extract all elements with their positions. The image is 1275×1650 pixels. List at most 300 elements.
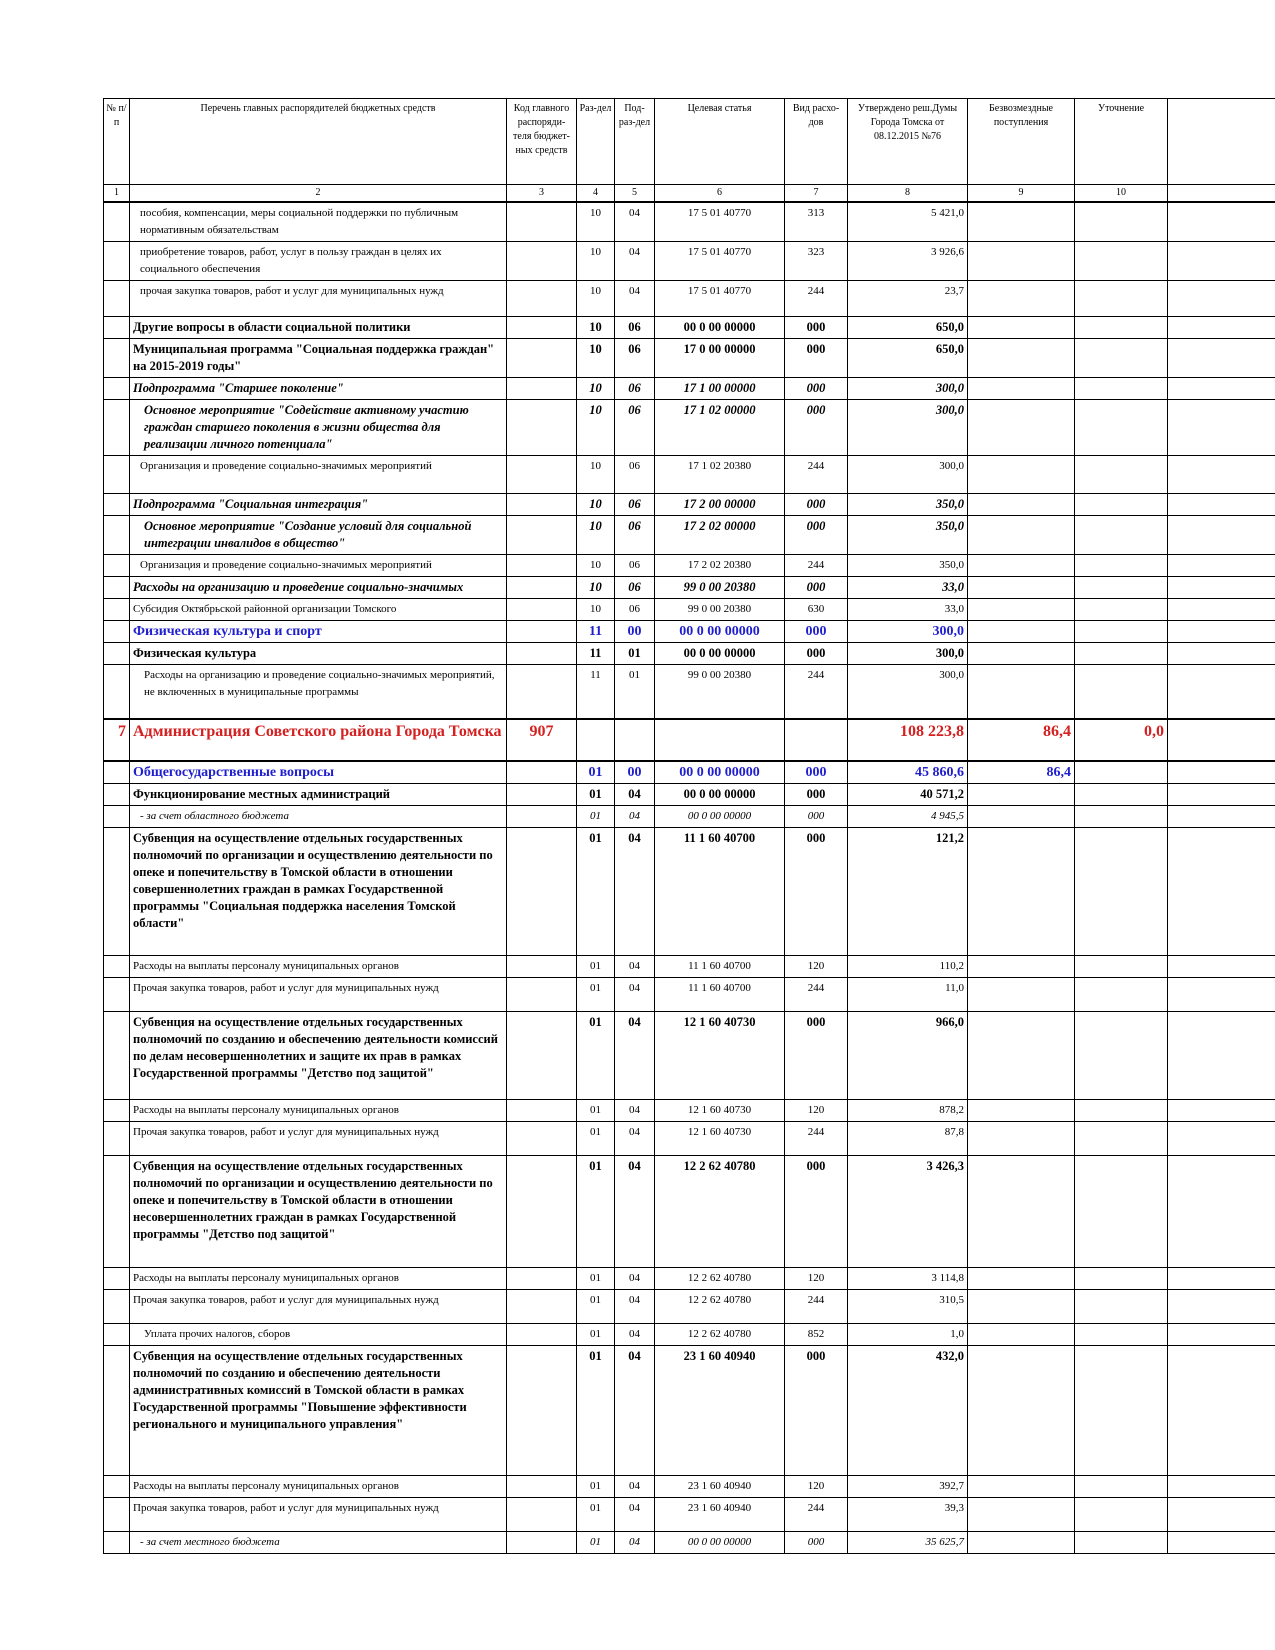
cell-vr: 000	[785, 783, 848, 805]
cell-u	[1075, 827, 1168, 955]
cell-extra	[1168, 242, 1275, 281]
cell-sum: 878,2	[848, 1099, 968, 1121]
cell-rz: 10	[577, 281, 615, 317]
cell-name: Субвенция на осуществление отдельных государственных полномочий по созданию и обеспечению деятельности комиссий по делам несовершеннолетних и защите их прав в рамках Государственной программы "Детство под защитой"	[130, 1011, 507, 1099]
cell-extra	[1168, 1497, 1275, 1531]
cell-u	[1075, 805, 1168, 827]
cell-rz: 01	[577, 1475, 615, 1497]
cell-pr: 06	[615, 555, 655, 577]
table-row	[104, 516, 1275, 555]
cell-g	[968, 400, 1075, 456]
cell-g	[968, 805, 1075, 827]
cell-name: Администрация Советского района Города Томска	[130, 719, 507, 761]
table-row	[104, 783, 1275, 805]
cell-no	[104, 621, 130, 643]
cell-cs: 00 0 00 00000	[655, 761, 785, 784]
cell-g	[968, 783, 1075, 805]
table-row	[104, 827, 1275, 955]
cell-u	[1075, 1323, 1168, 1345]
cell-extra	[1168, 1345, 1275, 1475]
cell-u	[1075, 1267, 1168, 1289]
cell-rz: 01	[577, 805, 615, 827]
cell-vr: 630	[785, 599, 848, 621]
cell-name: Субвенция на осуществление отдельных государственных полномочий по организации и осуществлению деятельности по опеке и попечительству в Томской области в отношении несовершеннолетних граждан в рамках Государственной программы "Детство под защитой"	[130, 1155, 507, 1267]
cell-pr: 04	[615, 955, 655, 977]
cell-extra	[1168, 400, 1275, 456]
cell-u	[1075, 783, 1168, 805]
cell-code	[507, 1531, 577, 1553]
header-section: Раз-дел	[577, 99, 615, 185]
cell-sum: 33,0	[848, 577, 968, 599]
table-row	[104, 1267, 1275, 1289]
cell-no	[104, 783, 130, 805]
cell-code	[507, 1155, 577, 1267]
table-body	[104, 202, 1275, 1553]
cell-pr: 04	[615, 281, 655, 317]
cell-no	[104, 1323, 130, 1345]
col-num: 4	[577, 185, 615, 203]
cell-extra	[1168, 1475, 1275, 1497]
cell-pr: 04	[615, 202, 655, 242]
cell-extra	[1168, 977, 1275, 1011]
cell-vr: 000	[785, 1345, 848, 1475]
cell-u	[1075, 516, 1168, 555]
cell-rz: 01	[577, 1099, 615, 1121]
header-row	[104, 99, 1275, 185]
cell-extra	[1168, 761, 1275, 784]
cell-sum: 350,0	[848, 494, 968, 516]
cell-g	[968, 1267, 1075, 1289]
budget-table-sheet	[103, 98, 1275, 1554]
cell-extra	[1168, 783, 1275, 805]
cell-extra	[1168, 555, 1275, 577]
cell-name: Расходы на организацию и проведение социально-значимых мероприятий, не включенных в муниципальные программы	[130, 665, 507, 719]
cell-u	[1075, 761, 1168, 784]
cell-sum: 300,0	[848, 400, 968, 456]
cell-name: приобретение товаров, работ, услуг в пользу граждан в целях их социального обеспечения	[130, 242, 507, 281]
cell-u	[1075, 339, 1168, 378]
cell-sum: 350,0	[848, 555, 968, 577]
cell-cs: 23 1 60 40940	[655, 1497, 785, 1531]
cell-sum: 300,0	[848, 378, 968, 400]
cell-extra	[1168, 1099, 1275, 1121]
cell-vr: 244	[785, 456, 848, 494]
cell-g	[968, 827, 1075, 955]
cell-vr: 852	[785, 1323, 848, 1345]
table-row	[104, 665, 1275, 719]
cell-name: Расходы на выплаты персоналу муниципальных органов	[130, 1475, 507, 1497]
table-row	[104, 1475, 1275, 1497]
cell-sum: 300,0	[848, 643, 968, 665]
cell-vr: 244	[785, 1497, 848, 1531]
cell-no	[104, 281, 130, 317]
cell-rz	[577, 719, 615, 761]
header-approved: Утверждено реш.Думы Города Томска от 08.12.2015 №76	[848, 99, 968, 185]
cell-g	[968, 599, 1075, 621]
cell-rz: 01	[577, 1267, 615, 1289]
cell-extra	[1168, 665, 1275, 719]
table-row	[104, 621, 1275, 643]
cell-no	[104, 977, 130, 1011]
cell-name: Физическая культура и спорт	[130, 621, 507, 643]
cell-name: Основное мероприятие "Создание условий для социальной интеграции инвалидов в общество"	[130, 516, 507, 555]
header-subsection: Под-раз-дел	[615, 99, 655, 185]
cell-pr: 06	[615, 456, 655, 494]
cell-sum: 650,0	[848, 317, 968, 339]
cell-code	[507, 339, 577, 378]
table-row	[104, 805, 1275, 827]
cell-pr: 04	[615, 1011, 655, 1099]
cell-g	[968, 1475, 1075, 1497]
cell-pr: 00	[615, 761, 655, 784]
cell-no	[104, 955, 130, 977]
cell-vr: 000	[785, 761, 848, 784]
cell-pr: 04	[615, 1121, 655, 1155]
cell-sum: 3 926,6	[848, 242, 968, 281]
cell-g	[968, 456, 1075, 494]
cell-cs: 00 0 00 00000	[655, 621, 785, 643]
cell-vr: 120	[785, 1475, 848, 1497]
table-row	[104, 643, 1275, 665]
cell-u	[1075, 577, 1168, 599]
cell-code	[507, 805, 577, 827]
cell-pr: 06	[615, 494, 655, 516]
table-row	[104, 317, 1275, 339]
cell-vr: 120	[785, 1267, 848, 1289]
cell-pr: 04	[615, 827, 655, 955]
cell-code	[507, 599, 577, 621]
col-num: 2	[130, 185, 507, 203]
cell-code	[507, 665, 577, 719]
cell-extra	[1168, 339, 1275, 378]
cell-code	[507, 977, 577, 1011]
cell-pr: 00	[615, 621, 655, 643]
cell-sum: 35 625,7	[848, 1531, 968, 1553]
cell-name: прочая закупка товаров, работ и услуг для муниципальных нужд	[130, 281, 507, 317]
cell-pr: 04	[615, 1267, 655, 1289]
cell-cs: 23 1 60 40940	[655, 1475, 785, 1497]
cell-cs: 11 1 60 40700	[655, 955, 785, 977]
cell-u	[1075, 317, 1168, 339]
table-row	[104, 1323, 1275, 1345]
cell-pr: 06	[615, 339, 655, 378]
cell-rz: 11	[577, 643, 615, 665]
cell-name: Расходы на выплаты персоналу муниципальных органов	[130, 955, 507, 977]
cell-extra	[1168, 456, 1275, 494]
cell-extra	[1168, 494, 1275, 516]
cell-pr: 04	[615, 783, 655, 805]
table-row	[104, 202, 1275, 242]
cell-cs: 99 0 00 20380	[655, 665, 785, 719]
cell-name: Общегосударственные вопросы	[130, 761, 507, 784]
header-target: Целевая статья	[655, 99, 785, 185]
table-row	[104, 955, 1275, 977]
cell-cs: 12 2 62 40780	[655, 1267, 785, 1289]
cell-u	[1075, 378, 1168, 400]
col-num: 6	[655, 185, 785, 203]
table-row	[104, 281, 1275, 317]
cell-code	[507, 281, 577, 317]
table-row	[104, 1011, 1275, 1099]
cell-cs: 12 2 62 40780	[655, 1289, 785, 1323]
cell-u	[1075, 242, 1168, 281]
column-numbers-row	[104, 185, 1275, 203]
cell-extra	[1168, 1267, 1275, 1289]
cell-g	[968, 202, 1075, 242]
cell-g	[968, 494, 1075, 516]
cell-sum: 3 114,8	[848, 1267, 968, 1289]
col-num-extra	[1168, 185, 1275, 203]
cell-extra	[1168, 643, 1275, 665]
cell-cs: 17 5 01 40770	[655, 202, 785, 242]
cell-vr: 244	[785, 665, 848, 719]
table-row	[104, 1531, 1275, 1553]
cell-rz: 01	[577, 1531, 615, 1553]
cell-no	[104, 1011, 130, 1099]
cell-g	[968, 516, 1075, 555]
col-num: 3	[507, 185, 577, 203]
cell-u	[1075, 494, 1168, 516]
cell-g: 86,4	[968, 761, 1075, 784]
cell-no	[104, 555, 130, 577]
cell-no	[104, 456, 130, 494]
cell-rz: 10	[577, 202, 615, 242]
cell-cs: 17 5 01 40770	[655, 281, 785, 317]
cell-name: Прочая закупка товаров, работ и услуг для муниципальных нужд	[130, 1497, 507, 1531]
cell-g	[968, 1289, 1075, 1323]
cell-sum: 300,0	[848, 621, 968, 643]
table-row	[104, 339, 1275, 378]
cell-g	[968, 281, 1075, 317]
cell-no	[104, 242, 130, 281]
budget-table	[103, 98, 1275, 1554]
cell-no	[104, 516, 130, 555]
cell-u	[1075, 621, 1168, 643]
table-row	[104, 456, 1275, 494]
cell-no	[104, 1155, 130, 1267]
cell-rz: 10	[577, 516, 615, 555]
cell-cs: 11 1 60 40700	[655, 977, 785, 1011]
cell-extra	[1168, 599, 1275, 621]
table-row	[104, 977, 1275, 1011]
cell-pr: 06	[615, 400, 655, 456]
cell-no	[104, 1267, 130, 1289]
cell-g	[968, 555, 1075, 577]
cell-rz: 10	[577, 317, 615, 339]
cell-rz: 10	[577, 242, 615, 281]
cell-rz: 10	[577, 456, 615, 494]
cell-u: 0,0	[1075, 719, 1168, 761]
cell-pr: 06	[615, 378, 655, 400]
cell-code	[507, 1345, 577, 1475]
cell-cs: 17 1 00 00000	[655, 378, 785, 400]
cell-sum: 23,7	[848, 281, 968, 317]
cell-rz: 11	[577, 665, 615, 719]
cell-cs: 12 1 60 40730	[655, 1099, 785, 1121]
col-num: 7	[785, 185, 848, 203]
cell-name: Прочая закупка товаров, работ и услуг для муниципальных нужд	[130, 1289, 507, 1323]
cell-g	[968, 621, 1075, 643]
cell-no	[104, 761, 130, 784]
cell-pr: 04	[615, 1323, 655, 1345]
cell-code	[507, 456, 577, 494]
cell-pr: 04	[615, 242, 655, 281]
table-row	[104, 1345, 1275, 1475]
cell-cs: 99 0 00 20380	[655, 599, 785, 621]
cell-cs: 17 2 02 00000	[655, 516, 785, 555]
cell-cs: 17 0 00 00000	[655, 339, 785, 378]
cell-cs: 17 1 02 20380	[655, 456, 785, 494]
cell-extra	[1168, 805, 1275, 827]
cell-pr: 04	[615, 1475, 655, 1497]
cell-cs: 12 1 60 40730	[655, 1121, 785, 1155]
cell-rz: 01	[577, 1121, 615, 1155]
cell-cs: 12 2 62 40780	[655, 1155, 785, 1267]
cell-vr: 323	[785, 242, 848, 281]
cell-g	[968, 577, 1075, 599]
cell-sum: 33,0	[848, 599, 968, 621]
cell-g	[968, 665, 1075, 719]
cell-rz: 01	[577, 827, 615, 955]
cell-extra	[1168, 516, 1275, 555]
header-no: № п/п	[104, 99, 130, 185]
cell-vr: 244	[785, 977, 848, 1011]
cell-g	[968, 242, 1075, 281]
cell-code	[507, 378, 577, 400]
cell-vr: 000	[785, 317, 848, 339]
cell-rz: 01	[577, 1289, 615, 1323]
cell-code	[507, 1475, 577, 1497]
cell-u	[1075, 202, 1168, 242]
cell-g	[968, 1323, 1075, 1345]
cell-cs: 17 1 02 00000	[655, 400, 785, 456]
cell-u	[1075, 1475, 1168, 1497]
cell-sum: 1,0	[848, 1323, 968, 1345]
cell-rz: 01	[577, 783, 615, 805]
cell-name: Субвенция на осуществление отдельных государственных полномочий по организации и осуществлению деятельности по опеке и попечительству в Томской области в отношении совершеннолетних граждан в рамках Государственной программы "Социальная поддержка населения Томской области"	[130, 827, 507, 955]
cell-vr: 000	[785, 827, 848, 955]
cell-cs: 17 5 01 40770	[655, 242, 785, 281]
cell-name: Функционирование местных администраций	[130, 783, 507, 805]
cell-vr: 244	[785, 281, 848, 317]
cell-no	[104, 1345, 130, 1475]
cell-cs: 23 1 60 40940	[655, 1345, 785, 1475]
cell-cs: 00 0 00 00000	[655, 643, 785, 665]
cell-g	[968, 1155, 1075, 1267]
cell-name: пособия, компенсации, меры социальной поддержки по публичным нормативным обязательствам	[130, 202, 507, 242]
cell-no	[104, 599, 130, 621]
cell-code	[507, 621, 577, 643]
cell-sum: 40 571,2	[848, 783, 968, 805]
cell-code	[507, 1289, 577, 1323]
cell-no	[104, 494, 130, 516]
cell-sum: 110,2	[848, 955, 968, 977]
cell-g	[968, 339, 1075, 378]
cell-u	[1075, 977, 1168, 1011]
cell-pr: 06	[615, 577, 655, 599]
table-row	[104, 555, 1275, 577]
cell-pr: 04	[615, 805, 655, 827]
header-code: Код главного распоряди-теля бюджет-ных средств	[507, 99, 577, 185]
table-row	[104, 719, 1275, 761]
cell-name: Субвенция на осуществление отдельных государственных полномочий по созданию и обеспечению деятельности административных комиссий в Томской области в рамках Государственной программы "Повышение эффективности регионального и муниципального управления"	[130, 1345, 507, 1475]
cell-sum: 11,0	[848, 977, 968, 1011]
cell-sum: 300,0	[848, 665, 968, 719]
cell-code	[507, 555, 577, 577]
table-row	[104, 1497, 1275, 1531]
cell-sum: 108 223,8	[848, 719, 968, 761]
cell-code	[507, 577, 577, 599]
cell-u	[1075, 599, 1168, 621]
cell-g: 86,4	[968, 719, 1075, 761]
cell-g	[968, 1121, 1075, 1155]
col-num: 10	[1075, 185, 1168, 203]
table-row	[104, 599, 1275, 621]
header-refine: Уточнение	[1075, 99, 1168, 185]
cell-u	[1075, 955, 1168, 977]
cell-extra	[1168, 1531, 1275, 1553]
cell-no	[104, 1099, 130, 1121]
cell-pr: 06	[615, 516, 655, 555]
cell-rz: 10	[577, 494, 615, 516]
cell-rz: 01	[577, 1497, 615, 1531]
cell-pr: 04	[615, 977, 655, 1011]
cell-u	[1075, 1497, 1168, 1531]
cell-u	[1075, 1011, 1168, 1099]
cell-no	[104, 1289, 130, 1323]
cell-rz: 10	[577, 400, 615, 456]
cell-extra	[1168, 1121, 1275, 1155]
cell-extra	[1168, 378, 1275, 400]
cell-pr: 01	[615, 643, 655, 665]
table-row	[104, 494, 1275, 516]
cell-extra	[1168, 317, 1275, 339]
cell-name: Другие вопросы в области социальной политики	[130, 317, 507, 339]
cell-vr: 244	[785, 555, 848, 577]
cell-rz: 01	[577, 1323, 615, 1345]
cell-code	[507, 317, 577, 339]
cell-no	[104, 827, 130, 955]
col-num: 8	[848, 185, 968, 203]
table-row	[104, 378, 1275, 400]
cell-code	[507, 1011, 577, 1099]
cell-u	[1075, 643, 1168, 665]
cell-vr: 000	[785, 577, 848, 599]
cell-code	[507, 955, 577, 977]
table-row	[104, 761, 1275, 784]
cell-vr: 000	[785, 494, 848, 516]
cell-sum: 350,0	[848, 516, 968, 555]
header-name: Перечень главных распорядителей бюджетных средств	[130, 99, 507, 185]
cell-cs: 11 1 60 40700	[655, 827, 785, 955]
cell-sum: 39,3	[848, 1497, 968, 1531]
cell-no	[104, 400, 130, 456]
cell-no	[104, 1497, 130, 1531]
cell-pr: 06	[615, 599, 655, 621]
cell-g	[968, 1099, 1075, 1121]
cell-g	[968, 1497, 1075, 1531]
cell-pr: 04	[615, 1497, 655, 1531]
cell-extra	[1168, 719, 1275, 761]
cell-name: Организация и проведение социально-значимых мероприятий	[130, 456, 507, 494]
header-gratuitous: Безвозмездные поступления	[968, 99, 1075, 185]
cell-rz: 01	[577, 977, 615, 1011]
cell-sum: 4 945,5	[848, 805, 968, 827]
cell-pr: 01	[615, 665, 655, 719]
cell-vr: 244	[785, 1121, 848, 1155]
cell-cs: 12 1 60 40730	[655, 1011, 785, 1099]
cell-name: Подпрограмма "Социальная интеграция"	[130, 494, 507, 516]
